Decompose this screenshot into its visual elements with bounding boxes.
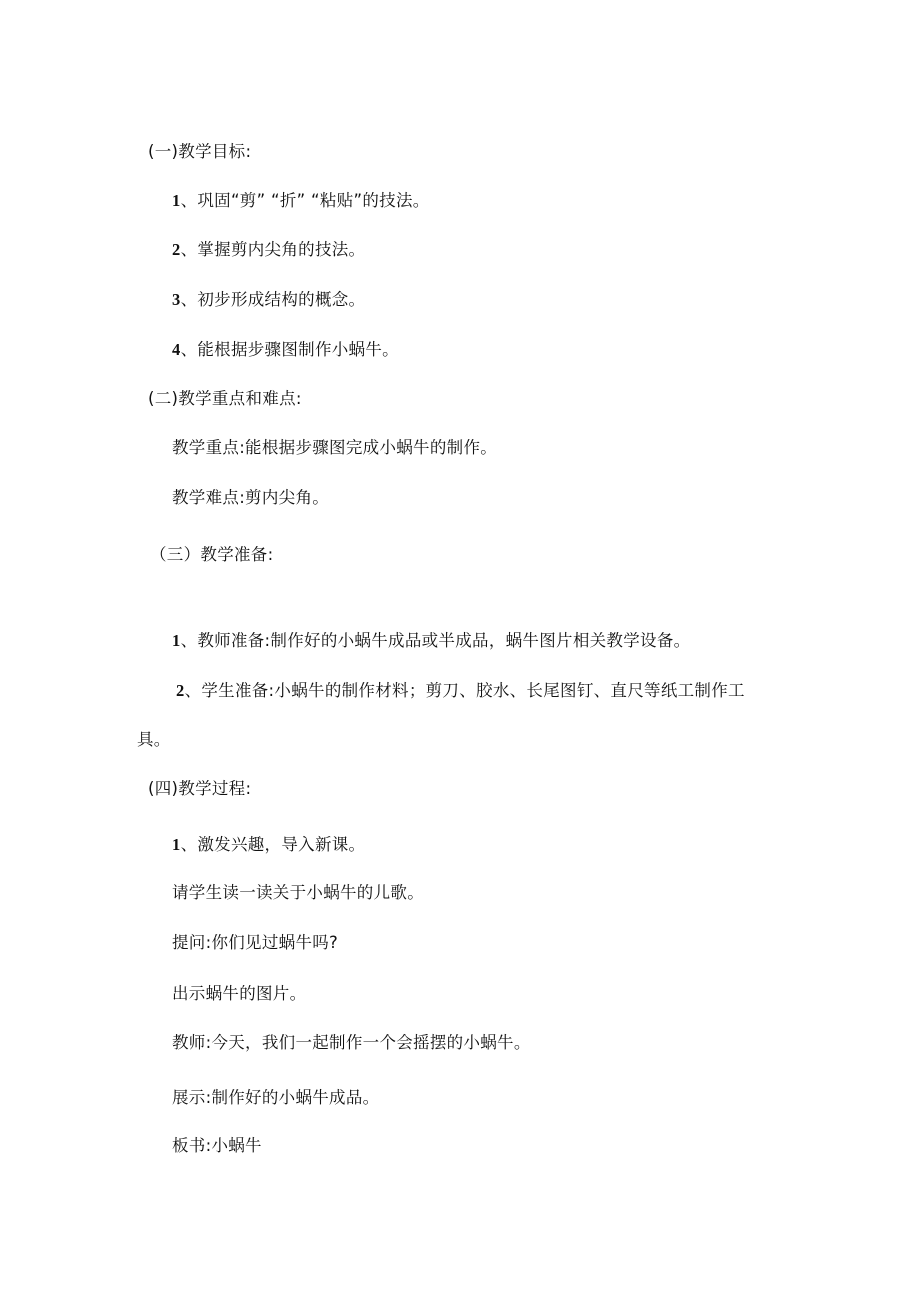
objective-item-2 bbox=[172, 239, 365, 261]
process-line-4: 教师:今天，我们一起制作一个会摇摆的小蜗牛。 bbox=[172, 1033, 531, 1052]
process-line-3: 出示蜗牛的图片。 bbox=[172, 984, 307, 1003]
key-point-difficulty: 教学难点:剪内尖角。 bbox=[172, 488, 330, 507]
item-number: 1 bbox=[172, 191, 181, 210]
item-number: 4 bbox=[172, 340, 181, 359]
section-heading-key-points: (二)教学重点和难点: bbox=[148, 389, 302, 408]
item-text: 、巩固“剪” “折” “粘贴”的技法。 bbox=[180, 191, 430, 210]
objective-item-3 bbox=[172, 289, 365, 311]
process-line-1: 请学生读一读关于小蜗牛的儿歌。 bbox=[172, 883, 424, 902]
preparation-item-2-continuation: 具。 bbox=[137, 730, 171, 749]
section-heading-process: (四)教学过程: bbox=[148, 779, 252, 798]
section-heading-objectives: (一)教学目标: bbox=[148, 142, 252, 161]
item-number: 3 bbox=[172, 290, 181, 309]
item-text: 、能根据步骤图制作小蜗牛。 bbox=[180, 340, 399, 359]
key-point-focus: 教学重点:能根据步骤图完成小蜗牛的制作。 bbox=[172, 438, 498, 457]
process-line-2: 提问:你们见过蜗牛吗? bbox=[172, 933, 339, 952]
preparation-item-1 bbox=[172, 630, 690, 652]
process-line-6: 板书:小蜗牛 bbox=[172, 1136, 262, 1155]
process-step-1 bbox=[172, 834, 365, 856]
process-line-5: 展示:制作好的小蜗牛成品。 bbox=[172, 1088, 380, 1107]
preparation-item-2 bbox=[176, 680, 745, 702]
item-number: 1 bbox=[172, 631, 181, 650]
item-text: 、初步形成结构的概念。 bbox=[180, 290, 366, 309]
objective-item-1 bbox=[172, 190, 430, 212]
section-heading-preparation: （三）教学准备: bbox=[150, 545, 274, 564]
item-text: 、教师准备:制作好的小蜗牛成品或半成品，蜗牛图片相关教学设备。 bbox=[180, 631, 691, 650]
item-number: 1 bbox=[172, 835, 181, 854]
item-number: 2 bbox=[172, 240, 181, 259]
item-number: 2 bbox=[176, 681, 185, 700]
item-text: 、激发兴趣，导入新课。 bbox=[180, 835, 366, 854]
objective-item-4 bbox=[172, 339, 399, 361]
item-text: 、学生准备:小蜗牛的制作材料；剪刀、胶水、长尾图钉、直尺等纸工制作工 bbox=[184, 681, 745, 700]
item-text: 、掌握剪内尖角的技法。 bbox=[180, 240, 366, 259]
